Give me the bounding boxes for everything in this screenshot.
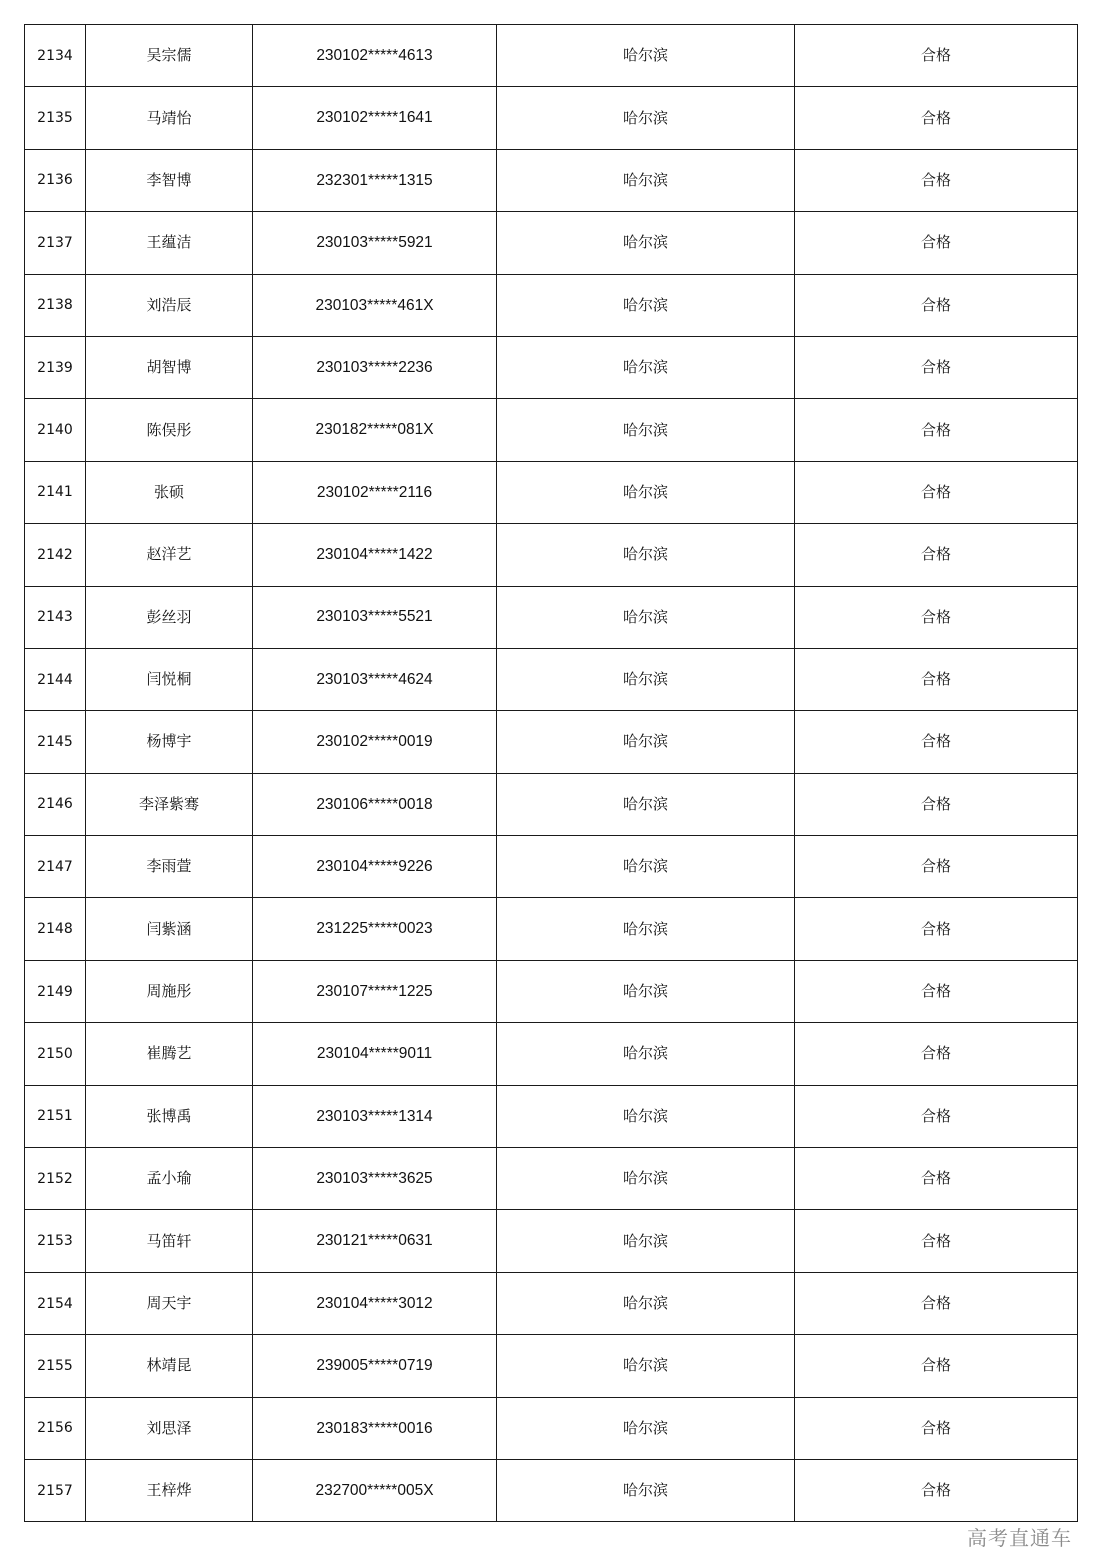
cell-number: 2147 [25,836,86,898]
cell-name: 张硕 [86,461,253,523]
cell-name: 刘思泽 [86,1397,253,1459]
cell-city: 哈尔滨 [497,898,795,960]
cell-result: 合格 [795,149,1078,211]
cell-name: 李雨萱 [86,836,253,898]
cell-result: 合格 [795,1397,1078,1459]
cell-city: 哈尔滨 [497,773,795,835]
cell-id-number: 230104*****9226 [253,836,497,898]
cell-name: 王蕴洁 [86,212,253,274]
watermark-text: 高考直通车 [967,1526,1072,1550]
cell-id-number: 230103*****5521 [253,586,497,648]
cell-id-number: 230103*****1314 [253,1085,497,1147]
table-row [25,1335,1078,1397]
table-row [25,898,1078,960]
cell-number: 2142 [25,524,86,586]
cell-result: 合格 [795,1459,1078,1521]
cell-city: 哈尔滨 [497,1023,795,1085]
cell-number: 2140 [25,399,86,461]
table-row [25,836,1078,898]
cell-city: 哈尔滨 [497,25,795,87]
cell-number: 2139 [25,336,86,398]
cell-id-number: 230102*****0019 [253,711,497,773]
cell-city: 哈尔滨 [497,1210,795,1272]
cell-number: 2146 [25,773,86,835]
cell-number: 2151 [25,1085,86,1147]
cell-name: 胡智博 [86,336,253,398]
cell-number: 2138 [25,274,86,336]
table-row [25,1023,1078,1085]
cell-id-number: 230104*****1422 [253,524,497,586]
cell-city: 哈尔滨 [497,274,795,336]
cell-result: 合格 [795,898,1078,960]
cell-name: 周天宇 [86,1272,253,1334]
cell-result: 合格 [795,1085,1078,1147]
cell-city: 哈尔滨 [497,711,795,773]
table-row [25,1210,1078,1272]
cell-id-number: 230102*****1641 [253,87,497,149]
cell-id-number: 230103*****4624 [253,648,497,710]
cell-name: 马笛轩 [86,1210,253,1272]
cell-city: 哈尔滨 [497,336,795,398]
cell-name: 陈俣彤 [86,399,253,461]
cell-id-number: 231225*****0023 [253,898,497,960]
cell-name: 闫紫涵 [86,898,253,960]
cell-number: 2152 [25,1148,86,1210]
cell-result: 合格 [795,773,1078,835]
table-row [25,87,1078,149]
table-row [25,212,1078,274]
cell-city: 哈尔滨 [497,524,795,586]
cell-city: 哈尔滨 [497,212,795,274]
cell-city: 哈尔滨 [497,461,795,523]
cell-result: 合格 [795,1023,1078,1085]
cell-id-number: 230103*****3625 [253,1148,497,1210]
cell-number: 2136 [25,149,86,211]
table-row [25,1148,1078,1210]
cell-id-number: 230103*****461X [253,274,497,336]
table-row [25,25,1078,87]
cell-result: 合格 [795,524,1078,586]
cell-city: 哈尔滨 [497,586,795,648]
cell-number: 2144 [25,648,86,710]
cell-result: 合格 [795,461,1078,523]
cell-result: 合格 [795,586,1078,648]
table-row [25,1459,1078,1521]
cell-city: 哈尔滨 [497,87,795,149]
results-table-body [25,25,1078,1522]
cell-id-number: 230121*****0631 [253,1210,497,1272]
cell-number: 2143 [25,586,86,648]
cell-city: 哈尔滨 [497,1085,795,1147]
cell-id-number: 230107*****1225 [253,960,497,1022]
table-row [25,336,1078,398]
cell-id-number: 232301*****1315 [253,149,497,211]
table-row [25,149,1078,211]
cell-id-number: 230104*****9011 [253,1023,497,1085]
cell-city: 哈尔滨 [497,1397,795,1459]
cell-city: 哈尔滨 [497,1148,795,1210]
results-table [24,24,1078,1522]
cell-id-number: 230104*****3012 [253,1272,497,1334]
cell-result: 合格 [795,1335,1078,1397]
table-row [25,960,1078,1022]
cell-name: 赵洋艺 [86,524,253,586]
cell-result: 合格 [795,399,1078,461]
cell-name: 崔腾艺 [86,1023,253,1085]
cell-name: 彭丝羽 [86,586,253,648]
cell-number: 2155 [25,1335,86,1397]
cell-id-number: 230103*****2236 [253,336,497,398]
cell-name: 李智博 [86,149,253,211]
cell-city: 哈尔滨 [497,1335,795,1397]
cell-id-number: 230183*****0016 [253,1397,497,1459]
cell-result: 合格 [795,648,1078,710]
cell-number: 2150 [25,1023,86,1085]
cell-result: 合格 [795,711,1078,773]
cell-result: 合格 [795,836,1078,898]
cell-id-number: 230102*****2116 [253,461,497,523]
cell-number: 2156 [25,1397,86,1459]
table-row [25,399,1078,461]
cell-result: 合格 [795,87,1078,149]
cell-result: 合格 [795,336,1078,398]
cell-name: 林靖昆 [86,1335,253,1397]
cell-name: 闫悦桐 [86,648,253,710]
cell-number: 2145 [25,711,86,773]
cell-name: 刘浩辰 [86,274,253,336]
cell-id-number: 230106*****0018 [253,773,497,835]
table-row [25,773,1078,835]
cell-city: 哈尔滨 [497,1459,795,1521]
table-row [25,586,1078,648]
cell-result: 合格 [795,1210,1078,1272]
table-row [25,524,1078,586]
table-row [25,648,1078,710]
table-row [25,711,1078,773]
cell-number: 2157 [25,1459,86,1521]
cell-result: 合格 [795,274,1078,336]
cell-name: 李泽紫骞 [86,773,253,835]
cell-city: 哈尔滨 [497,149,795,211]
cell-id-number: 230102*****4613 [253,25,497,87]
cell-number: 2135 [25,87,86,149]
cell-number: 2154 [25,1272,86,1334]
cell-number: 2148 [25,898,86,960]
cell-name: 杨博宇 [86,711,253,773]
cell-result: 合格 [795,960,1078,1022]
cell-city: 哈尔滨 [497,648,795,710]
cell-number: 2134 [25,25,86,87]
table-row [25,274,1078,336]
cell-city: 哈尔滨 [497,1272,795,1334]
cell-city: 哈尔滨 [497,399,795,461]
cell-result: 合格 [795,1148,1078,1210]
cell-city: 哈尔滨 [497,836,795,898]
cell-result: 合格 [795,212,1078,274]
cell-id-number: 239005*****0719 [253,1335,497,1397]
table-row [25,1397,1078,1459]
cell-name: 张博禹 [86,1085,253,1147]
cell-number: 2137 [25,212,86,274]
cell-id-number: 230103*****5921 [253,212,497,274]
cell-id-number: 230182*****081X [253,399,497,461]
cell-name: 孟小瑜 [86,1148,253,1210]
cell-name: 周施彤 [86,960,253,1022]
cell-number: 2141 [25,461,86,523]
cell-name: 马靖怡 [86,87,253,149]
cell-city: 哈尔滨 [497,960,795,1022]
table-row [25,1272,1078,1334]
cell-id-number: 232700*****005X [253,1459,497,1521]
cell-name: 王梓烨 [86,1459,253,1521]
table-row [25,461,1078,523]
table-row [25,1085,1078,1147]
cell-name: 吴宗儒 [86,25,253,87]
cell-result: 合格 [795,25,1078,87]
cell-number: 2153 [25,1210,86,1272]
cell-result: 合格 [795,1272,1078,1334]
cell-number: 2149 [25,960,86,1022]
